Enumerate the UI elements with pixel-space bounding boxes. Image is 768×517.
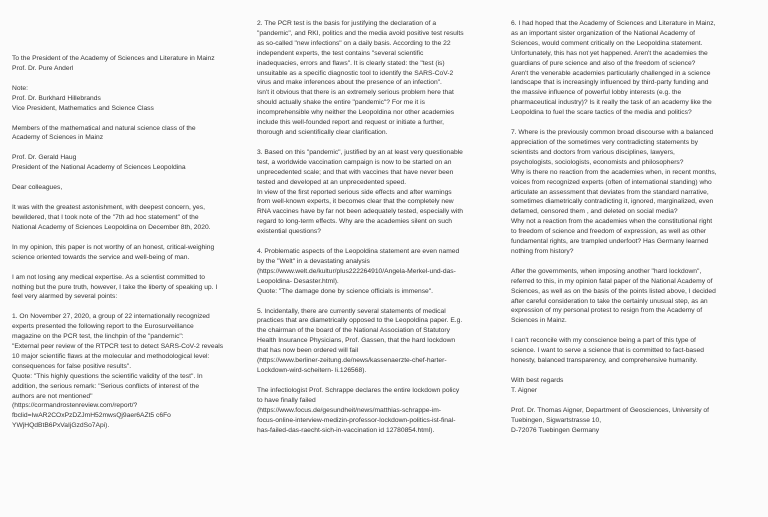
point-3-paragraph: 3. Based on this "pandemic", justified by an at least very questionable test, a worldwide vaccination campaign is now to be started on an unprecedented scale; and that with vaccines that have never been tested and developed at an unprecedented speed. In view of the first reported serious side effects and after warnings from well-known experts, it becomes clear that the completely new RNA vaccines have by far not been adequately tested, especially with regard to long-term effects. Why are the academies silent on such existential questions? — [257, 148, 463, 236]
point-7-paragraph: 7. Where is the previously common broad discourse with a balanced appreciation of the sometimes very contradicting statements by scientists and doctors from various disciplines, lawyers, psychologists, sociologists, economists and philosophers? Why is there no reaction from the academies when, in recent months, voices from recognized experts (often of international standing) who articulate an assessment that deviates from the standard narrative, sometimes diametrically contradicting it, ignored, marginalized, even defamed, censored them , and deleted on social media? Why not a reaction from the academies when the constitutional right to freedom of science and freedom of expression, as well as other fundamental rights, are trampled underfoot? Has Germany learned nothing from history? — [511, 129, 717, 255]
point-2-paragraph: 2. The PCR test is the basis for justifying the declaration of a "pandemic", and RKI, politics and the media avoid positive test results as so-called "new infections" on a daily basis. According to the 22 independent experts, the test contains "several scientific inadequacies, errors and flaws". It is clearly stated: the "test (is) unsuitable as a specific diagnostic tool to identify the SARS-CoV-2 virus and make inferences about the presence of an infection". Isn't it obvious that there is an extremely serious problem here that should actually shake the entire "pandemic"? For me it is incomprehensible why neither the Leopoldina nor other academies include this well-founded report and request or initiate a further, thorough and scientifically clear clarification. — [257, 20, 464, 136]
conscience-paragraph: I can't reconcile with my conscience being a part of this type of science. I want to serve a science that is committed to fact-based honesty, balanced transparency, and comprehensive humanity. — [511, 337, 704, 365]
resignation-paragraph: After the governments, when imposing another "hard lockdown", referred to this, in my opinion fatal paper of the National Academy of Sciences, as well as on the basis of the points listed above, I decided after careful consideration to take the certainly unusual step, as an expression of my personal protest to resign from the Academy of Sciences in Mainz. — [511, 267, 716, 325]
cc-haug: Prof. Dr. Gerald Haug President of the National Academy of Sciences Leopoldina — [12, 154, 186, 172]
point-4-paragraph: 4. Problematic aspects of the Leopoldina statement are even named by the "Welt" in a devastating analysis (https://www.welt.de/kultur/plus222264910/Angela-Merkel-und-das- Leopoldina- Desaster.html). Quote: "The damage done by science officials is immense". — [257, 248, 460, 295]
opinion-paragraph: In my opinion, this paper is not worthy of an honest, critical-weighing science oriented towards the service and well-being of man. — [12, 243, 215, 261]
letter-column-2 — [257, 0, 494, 517]
expertise-paragraph: I am not losing any medical expertise. As a scientist committed to nothing but the pure truth, however, I take the liberty of speaking up. I feel very alarmed by several points: — [12, 273, 218, 301]
cc-members: Members of the mathematical and natural science class of the Academy of Sciences in Mainz — [12, 124, 196, 142]
letter-column-1 — [12, 0, 244, 517]
point-5-paragraph: 5. Incidentally, there are currently several statements of medical practices that are diametrically opposed to the Leopoldina paper. E.g. the chairman of the board of the National Association of Statutory Health Insurance Physicians, Prof. Gassen, that the hard lockdown that has now been ordered will fail (https://www.berliner-zeitung.de/news/kassenaerzte-chef-harter- Lockdown-wird-scheitern- li.126568). — [257, 307, 463, 374]
intro-paragraph: It was with the greatest astonishment, with deepest concern, yes, bewildered, that I took note of the "7th ad hoc statement" of the National Academy of Sciences Leopoldina on December 8th, 2020. — [12, 204, 211, 231]
cc-note: Note: Prof. Dr. Burkhard Hillebrands Vice President, Mathematics and Science Class — [12, 84, 154, 112]
point-6-paragraph: 6. I had hoped that the Academy of Sciences and Literature in Mainz, as an important sister organization of the National Academy of Sciences, would comment critically on the Leopoldina statement. Unfortunately, this has not yet happened. Aren't the academies the guardians of pure science and also of the freedom of science? Aren't the venerable academies particularly challenged in a science landscape that is increasingly influenced by third-party funding and the massive influence of powerful lobby interests (e.g. the pharmaceutical industry)? Is it really the task of an academy like the Leopoldina to fuel the scare tactics of the media and politics? — [511, 20, 716, 117]
point-1-paragraph: 1. On November 27, 2020, a group of 22 internationally recognized experts presented the following report to the Eurosurveillance magazine on the PCR test, the linchpin of the "pandemic": "External peer review of the RTPCR test to detect SARS-CoV-2 reveals 10 major scientific flaws at the molecular and methodological level: consequences for false positive results". Quote: "This highly questions the scientific validity of the test". In addition, the serious remark: "Serious conflicts of interest of the authors are not mentioned" (https://cormandrostenreview.com/report/? fbclid=IwAR2COxPzDZJmH52mwsQj9aer6AZt5 c6Fo YWjHQdBtB6PxVaIjGzdSo7Api). — [12, 313, 224, 430]
recipient-address: To the President of the Academy of Sciences and Literature in Mainz Prof. Dr. Pure Anderl — [12, 55, 215, 72]
salutation: Dear colleagues, — [12, 184, 63, 192]
signature-block: Prof. Dr. Thomas Aigner, Department of Geosciences, University of Tuebingen, Sigwartstrasse 10, D-72076 Tuebingen Germany — [511, 406, 709, 434]
schrappe-paragraph: The infectiologist Prof. Schrappe declares the entire lockdown policy to have finally failed (https://www.focus.de/gesundheit/news/matthias-schrappe-im- focus-online-interview-medizin-professor-lockdown-politics-ist-final- has-failed-das-raecht-sich-in-vaccination id 12780854.html). — [257, 386, 460, 434]
letter-column-3 — [511, 0, 751, 517]
closing-regards: With best regards T. Aigner — [511, 377, 564, 394]
